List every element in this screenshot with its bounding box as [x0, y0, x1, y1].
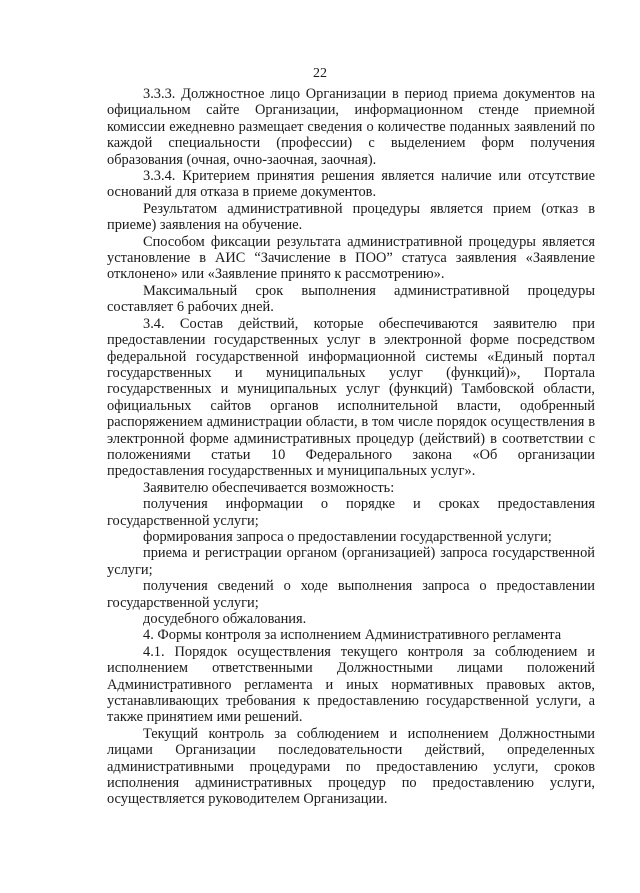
paragraph-3-3-3: 3.3.3. Должностное лицо Организации в период приема документов на официальном сайте Организации, информационном стенде приемной комиссии ежедневно размещает сведения о количестве поданных заявлений по каждой специальности (профессии) с выделением форм получения образования (очная, очно-заочная, заочная).	[107, 86, 595, 168]
paragraph-current-control: Текущий контроль за соблюдением и исполнением Должностными лицами Организации последовательности действий, определенных административными процедурами по предоставлению услуги, сроков исполнения административных процедур по предоставлению услуги, осуществляется руководителем Организации.	[107, 725, 595, 808]
paragraph-possibilities: Заявителю обеспечивается возможность:	[143, 479, 395, 496]
list-item-appeal: досудебного обжалования.	[143, 611, 307, 627]
list-item-information: получения информации о порядке и сроках предоставления государственной услуги;	[107, 496, 595, 529]
paragraph-4-1: 4.1. Порядок осуществления текущего контроля за соблюдением и исполнением ответственными Должностными лицами положений Административного регламента и иных нормативных правовых актов, устанавливающих требования к предоставлению государственной услуги, а также принятием ими решений.	[107, 643, 595, 726]
paragraph-result: Результатом административной процедуры является прием (отказ в приеме) заявления на обучение.	[107, 200, 595, 234]
list-item-registration: приема и регистрации органом (организацией) запроса государственной услуги;	[107, 545, 595, 578]
list-item-request-forming: формирования запроса о предоставлении государственной услуги;	[143, 528, 552, 545]
list-item-status: получения сведений о ходе выполнения запроса о предоставлении государственной услуги;	[107, 578, 595, 611]
paragraph-3-4: 3.4. Состав действий, которые обеспечиваются заявителю при предоставлении государственных услуг в электронной форме посредством федеральной государственной информационной системы «Единый портал государственных и муниципальных услуг (функций)», Портала государственных и муниципальных услуг (функций) Тамбовской области, официальных сайтов органов исполнительной власти, одобренный распоряжением администрации области, в том числе порядок осуществления в электронной форме административных процедур (действий) в соответствии с положениями статьи 10 Федерального закона «Об организации предоставления государственных и муниципальных услуг».	[107, 315, 595, 480]
paragraph-max-term: Максимальный срок выполнения административной процедуры составляет 6 рабочих дней.	[107, 282, 595, 316]
paragraph-fixation: Способом фиксации результата административной процедуры является установление в АИС “Зачисление в ПОО” статуса заявления «Заявление отклонено» или «Заявление принято к рассмотрению».	[107, 233, 595, 283]
section-heading-4: 4. Формы контроля за исполнением Административного регламента	[143, 627, 562, 644]
paragraph-3-3-4: 3.3.4. Критерием принятия решения является наличие или отсутствие оснований для отказа в приеме документов.	[107, 168, 595, 201]
page-number: 22	[313, 66, 327, 81]
page-body	[107, 86, 595, 808]
